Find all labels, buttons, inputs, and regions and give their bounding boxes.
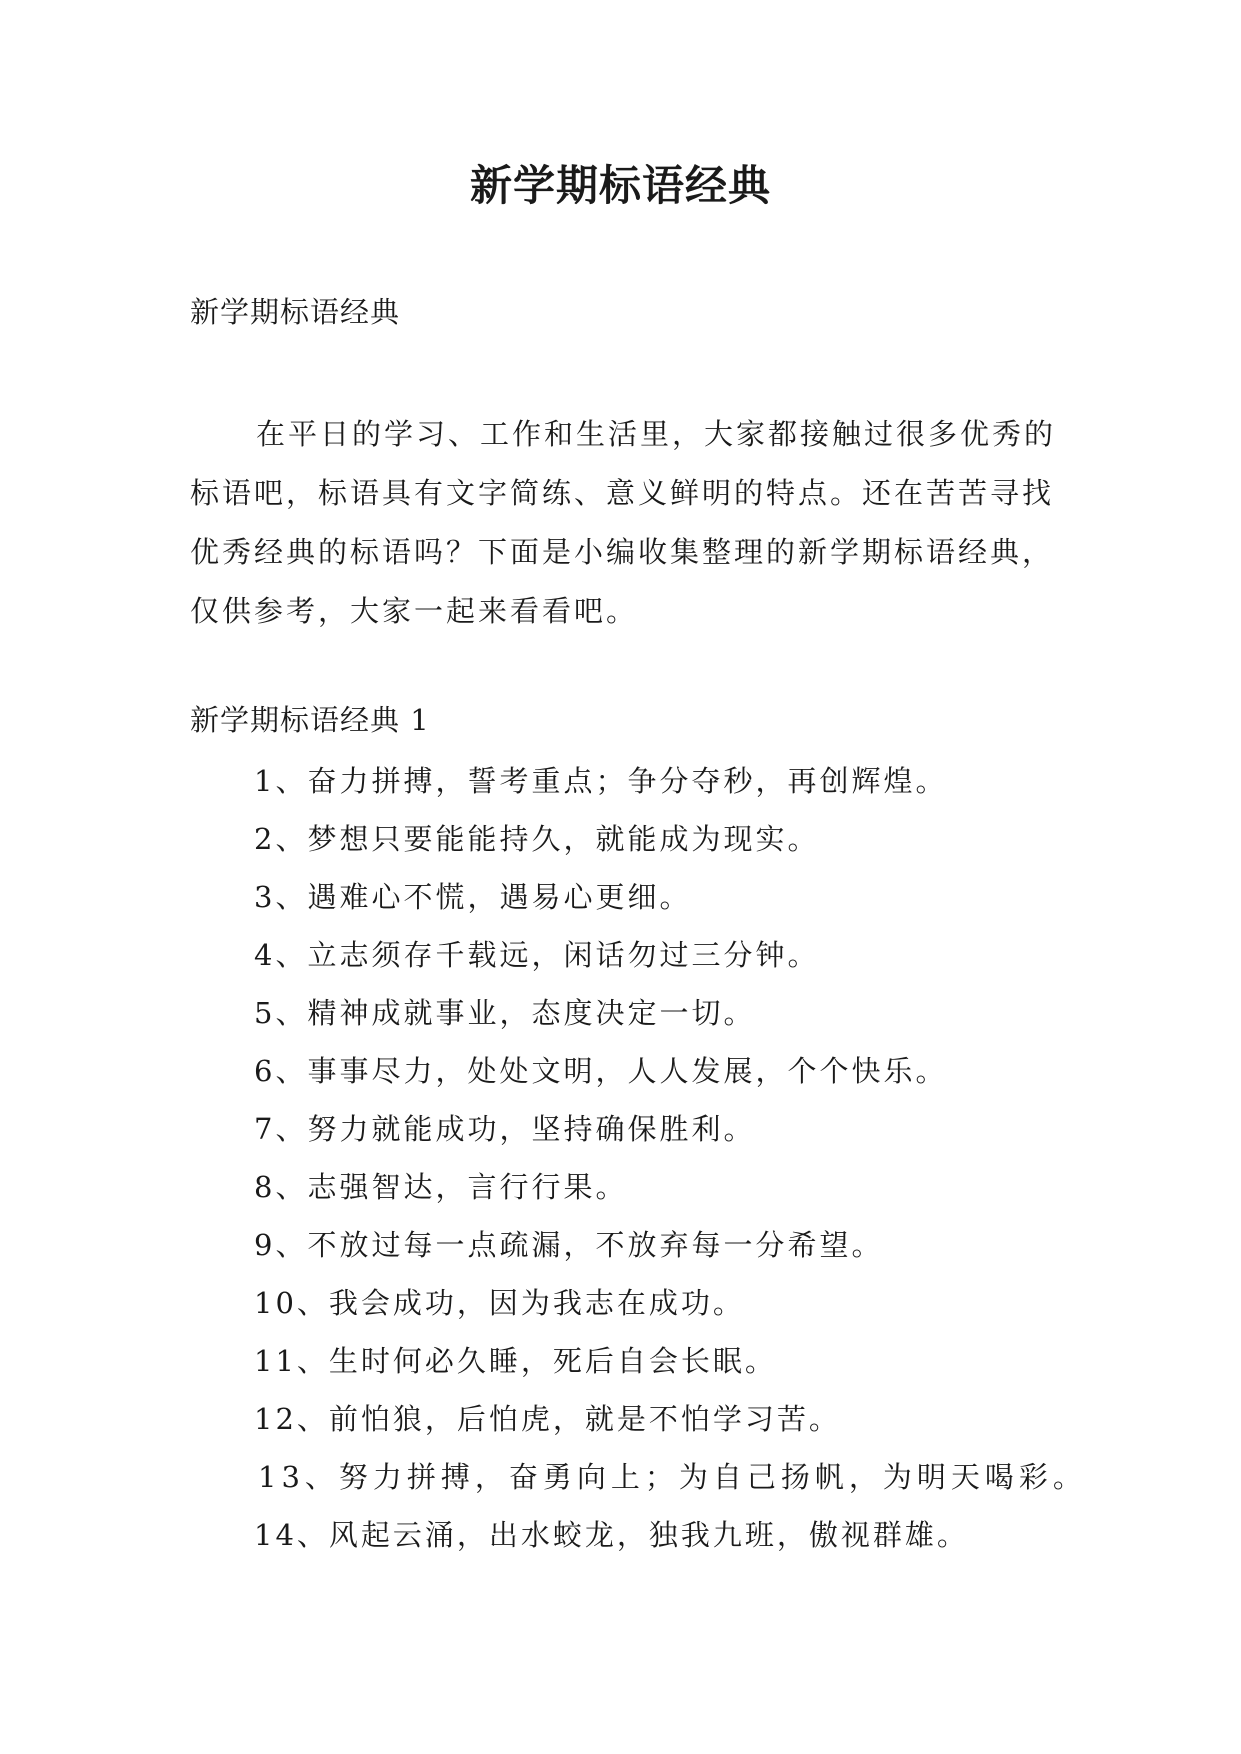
document-title: 新学期标语经典 [469, 161, 771, 210]
slogan-item: 14、风起云涌，出水蛟龙，独我九班，傲视群雄。 [254, 1518, 969, 1552]
slogan-item: 5、精神成就事业，态度决定一切。 [254, 996, 756, 1030]
slogan-list [254, 752, 1087, 1564]
slogan-item: 9、不放过每一点疏漏，不放弃每一分希望。 [254, 1228, 884, 1262]
slogan-item: 11、生时何必久睡，死后自会长眠。 [254, 1344, 777, 1378]
slogan-item: 6、事事尽力，处处文明，人人发展，个个快乐。 [254, 1054, 948, 1088]
slogan-item: 10、我会成功，因为我志在成功。 [254, 1286, 745, 1320]
document-subtitle: 新学期标语经典 [190, 295, 401, 329]
slogan-item: 8、志强智达，言行行果。 [254, 1170, 628, 1204]
slogan-item: 7、努力就能成功，坚持确保胜利。 [254, 1112, 756, 1146]
slogan-item: 2、梦想只要能能持久，就能成为现实。 [254, 822, 820, 856]
slogan-item: 12、前怕狼，后怕虎，就是不怕学习苦。 [254, 1402, 841, 1436]
slogan-item: 13、努力拼搏，奋勇向上；为自己扬帆，为明天喝彩。 [258, 1460, 1087, 1494]
section-heading: 新学期标语经典 1 [190, 703, 430, 737]
intro-paragraph: 在平日的学习、工作和生活里，大家都接触过很多优秀的标语吧，标语具有文字简练、意义鲜明的特点。还在苦苦寻找优秀经典的标语吗？下面是小编收集整理的新学期标语经典，仅供参考，大家一起来看看吧。 [190, 417, 1057, 628]
slogan-item: 3、遇难心不慌，遇易心更细。 [254, 880, 692, 914]
slogan-item: 1、奋力拼搏，誓考重点；争分夺秒，再创辉煌。 [254, 764, 948, 798]
slogan-item: 4、立志须存千载远，闲话勿过三分钟。 [254, 938, 820, 972]
